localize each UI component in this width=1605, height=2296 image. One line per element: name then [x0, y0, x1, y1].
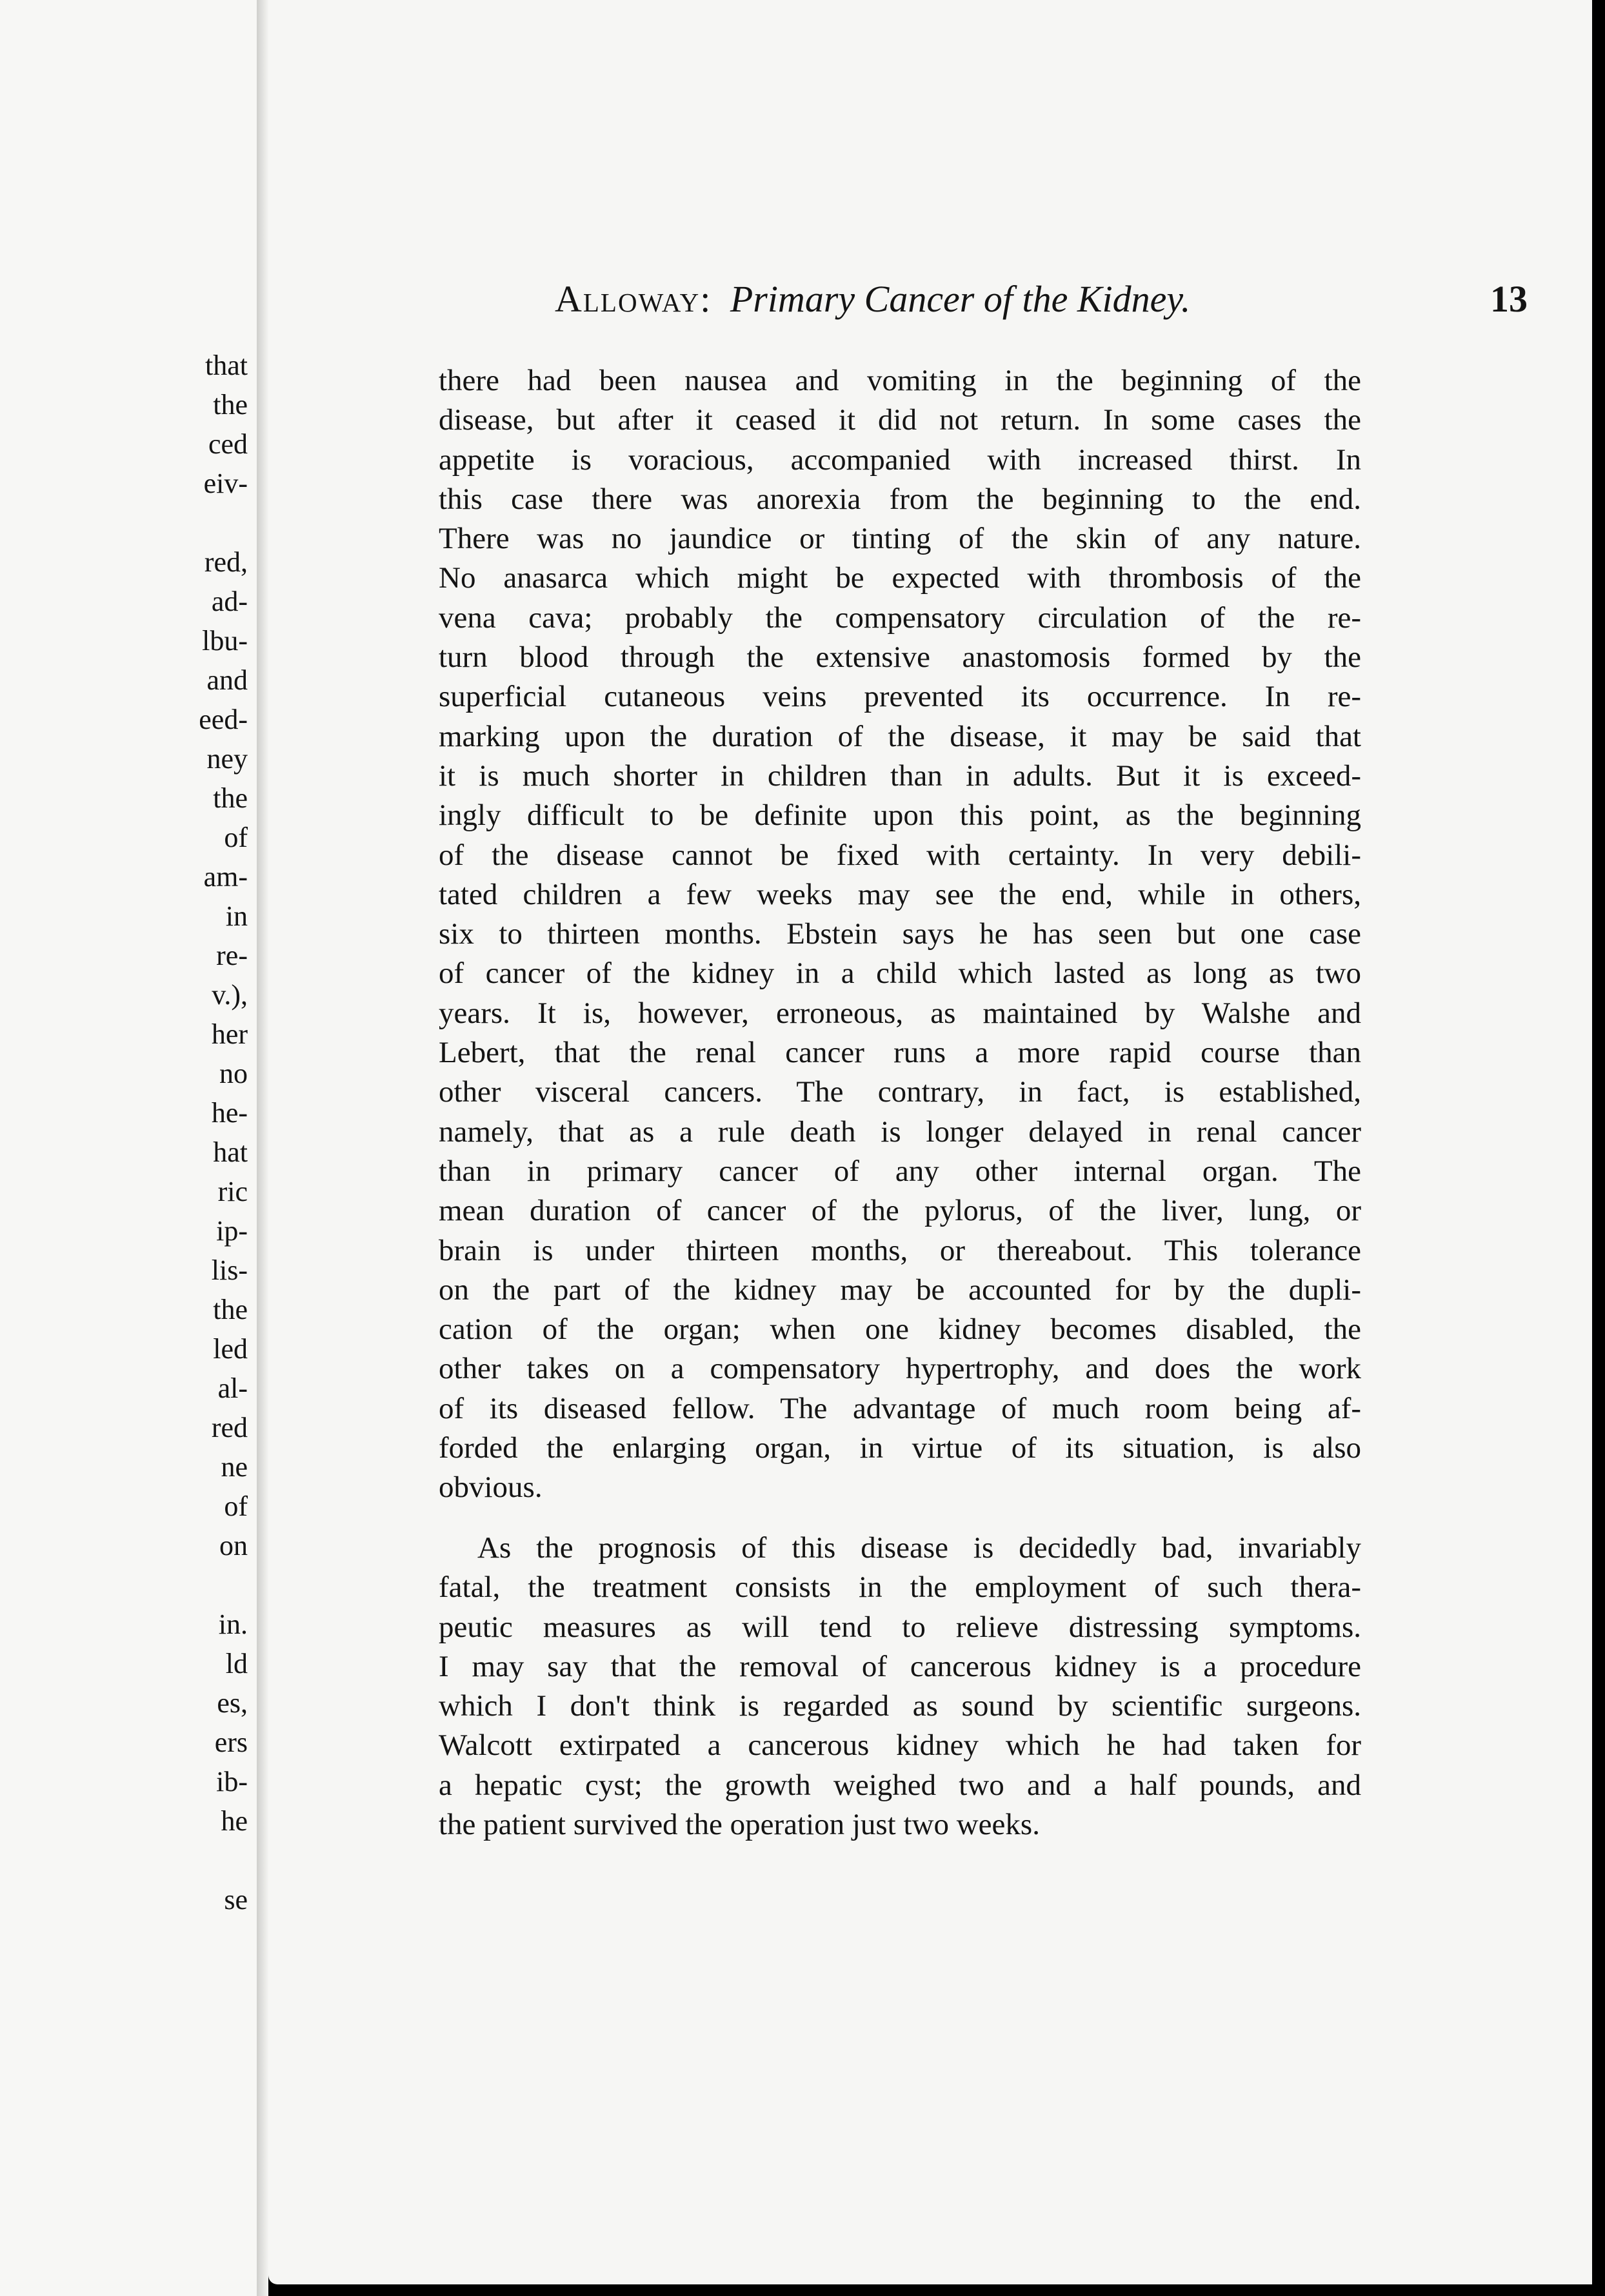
text-line: of the disease cannot be fixed with certainty. In very debili- [439, 838, 1361, 872]
text-line: than in primary cancer of any other internal organ. The [439, 1154, 1361, 1188]
body-paragraph-2 [439, 1529, 1361, 1845]
text-line: There was no jaundice or tinting of the skin of any nature. [439, 522, 1361, 556]
text-line: peutic measures as will tend to relieve distressing symptoms. [439, 1610, 1361, 1644]
text-line: there had been nausea and vomiting in the beginning of the [439, 364, 1361, 397]
text-line: this case there was anorexia from the beginning to the end. [439, 482, 1361, 516]
text-line: which I don't think is regarded as sound by scientific surgeons. [439, 1689, 1361, 1723]
text-line: superficial cutaneous veins prevented its occurrence. In re- [439, 680, 1361, 714]
left-page-fragment: eiv- [203, 468, 248, 499]
text-line: I may say that the removal of cancerous kidney is a procedure [439, 1649, 1361, 1683]
text-line: Walcott extirpated a cancerous kidney which he had taken for [439, 1728, 1361, 1763]
text-line: fatal, the treatment consists in the employment of such thera- [439, 1570, 1361, 1605]
left-page-fragment: red, [204, 546, 248, 578]
text-line: forded the enlarging organ, in virtue of its situation, is also [439, 1431, 1361, 1465]
text-line: marking upon the duration of the disease, it may be said that [439, 719, 1361, 753]
left-page-fragment: ne [221, 1451, 248, 1483]
page-number: 13 [1490, 278, 1528, 320]
text-line: As the prognosis of this disease is decidedly bad, invariably [477, 1531, 1361, 1565]
text-line: namely, that as a rule death is longer delayed in renal cancer [439, 1114, 1361, 1149]
text-line: brain is under thirteen months, or thereabout. This tolerance [439, 1233, 1361, 1267]
text-line: Lebert, that the renal cancer runs a more rapid course than [439, 1036, 1361, 1070]
left-page-fragment: that [205, 350, 248, 381]
header-author: Alloway: [555, 278, 712, 320]
text-line: ingly difficult to be definite upon this point, as the beginning [439, 798, 1361, 833]
left-page-fragment: the [213, 389, 248, 421]
left-page-fragment: ced [208, 428, 248, 460]
left-page-fragment: and [206, 664, 248, 696]
left-page-fragment: led [213, 1333, 248, 1365]
left-page-fragment: of [224, 822, 248, 853]
body-paragraph-1 [439, 361, 1361, 1508]
left-page-fragment: ib- [216, 1766, 248, 1797]
text-line: appetite is voracious, accompanied with increased thirst. In [439, 442, 1361, 477]
left-page-fragment: ney [206, 743, 248, 775]
text-line: of cancer of the kidney in a child which lasted as long as two [439, 956, 1361, 991]
text-line: tated children a few weeks may see the end, while in others, [439, 877, 1361, 911]
left-page-fragment: eed- [199, 704, 248, 735]
text-line: No anasarca which might be expected with thrombosis of the [439, 561, 1361, 595]
text-line: on the part of the kidney may be accounted for by the dupli- [439, 1272, 1361, 1307]
left-page-fragment: no [219, 1058, 248, 1089]
left-page-fragment: ip- [216, 1215, 248, 1247]
left-page-fragment: her [211, 1018, 248, 1050]
left-page-fragment: am- [203, 861, 248, 893]
running-header [555, 277, 1528, 322]
left-page-fragment: in. [218, 1608, 248, 1640]
left-page-fragment: v.), [212, 979, 248, 1011]
left-page-fragment: re- [216, 940, 248, 971]
text-line: disease, but after it ceased it did not return. In some cases the [439, 403, 1361, 437]
left-page-fragment: in [225, 900, 248, 932]
page-edge-shadow [1592, 0, 1605, 2296]
text-line: vena cava; probably the compensatory circulation of the re- [439, 600, 1361, 635]
text-line: other takes on a compensatory hypertrophy, and does the work [439, 1352, 1361, 1386]
left-page-fragment: ld [225, 1648, 248, 1679]
left-page-fragment: red [211, 1412, 248, 1443]
left-page-fragment: al- [217, 1372, 248, 1404]
text-line: of its diseased fellow. The advantage of much room being af- [439, 1391, 1361, 1425]
left-page-fragment: of [224, 1490, 248, 1522]
left-page-fragment: hat [213, 1136, 248, 1168]
text-line: the patient survived the operation just two weeks. [439, 1808, 1040, 1842]
left-page-fragment: he- [211, 1097, 248, 1129]
text-line: years. It is, however, erroneous, as maintained by Walshe and [439, 996, 1361, 1030]
left-page-edge [0, 0, 259, 2296]
text-line: turn blood through the extensive anastomosis formed by the [439, 640, 1361, 675]
text-line: a hepatic cyst; the growth weighed two and a half pounds, and [439, 1768, 1361, 1802]
text-line: it is much shorter in children than in adults. But it is exceed- [439, 758, 1361, 793]
header-title: Primary Cancer of the Kidney. [730, 278, 1191, 320]
book-gutter [257, 0, 268, 2296]
left-page-fragment: se [224, 1884, 248, 1915]
left-page-fragment: the [213, 782, 248, 814]
text-line: obvious. [439, 1470, 543, 1505]
text-line: six to thirteen months. Ebstein says he has seen but one case [439, 917, 1361, 951]
left-page-fragment: ers [214, 1727, 248, 1758]
left-page-fragment: the [213, 1294, 248, 1325]
left-page-fragment: on [219, 1530, 248, 1561]
text-line: cation of the organ; when one kidney becomes disabled, the [439, 1312, 1361, 1347]
left-page-fragment: ad- [211, 586, 248, 617]
left-page-fragment: lis- [211, 1254, 248, 1286]
left-page-fragment: he [221, 1805, 248, 1837]
left-page-fragment: es, [217, 1687, 248, 1719]
left-page-fragment: lbu- [202, 625, 248, 657]
text-line: mean duration of cancer of the pylorus, of the liver, lung, or [439, 1194, 1361, 1228]
left-page-fragment: ric [217, 1176, 248, 1207]
text-line: other visceral cancers. The contrary, in fact, is established, [439, 1075, 1361, 1109]
